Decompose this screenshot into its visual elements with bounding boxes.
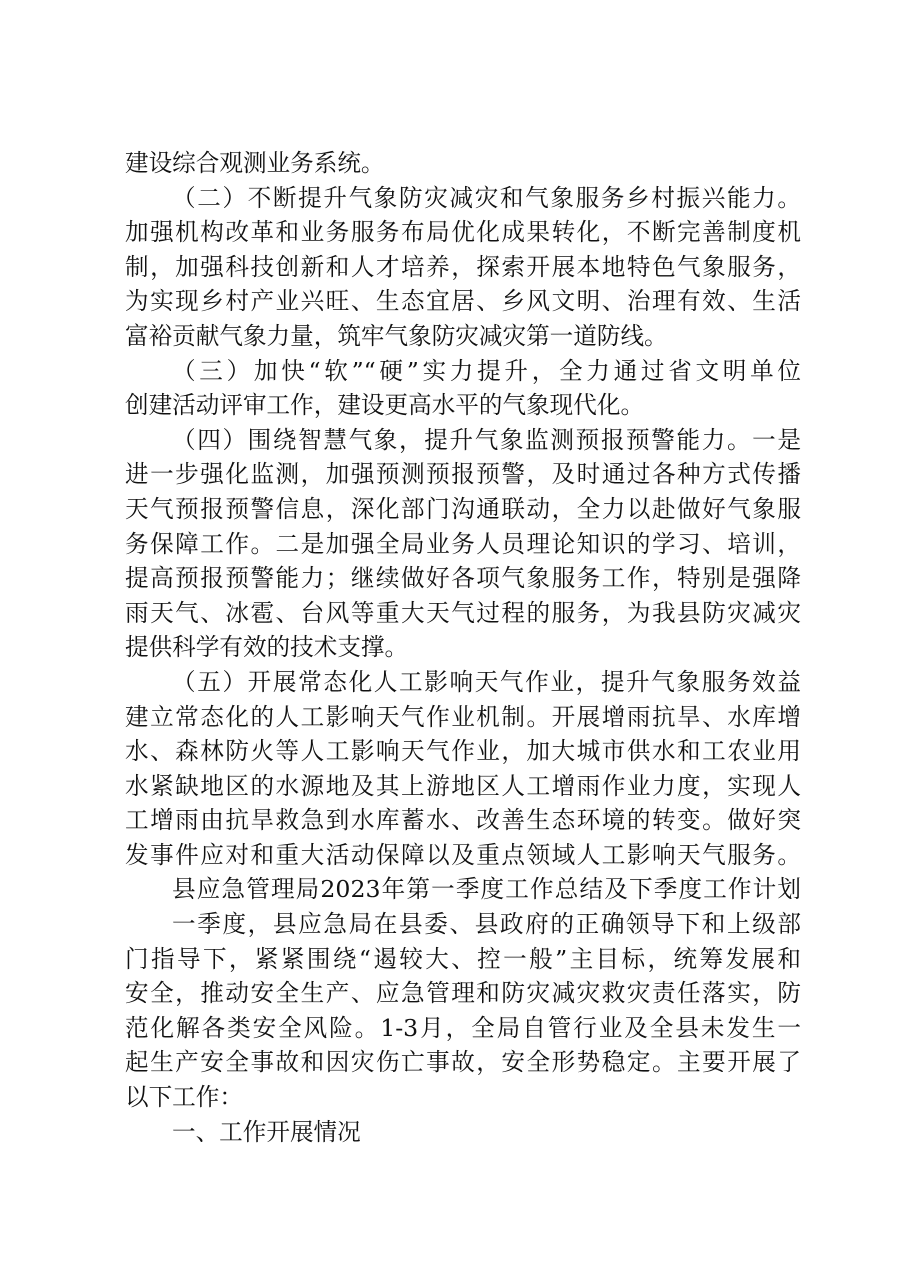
section-heading-line: （二）不断提升气象防灾减灾和气象服务乡村振兴能力。: [172, 183, 801, 212]
section-heading-line: （五）开展常态化人工影响天气作业，提升气象服务效益: [172, 667, 801, 696]
body-text-line: 提供科学有效的技术支撑。: [125, 633, 409, 662]
body-text-line: 建立常态化的人工影响天气作业机制。开展增雨抗旱、水库增: [125, 702, 801, 731]
body-text-line: 富裕贡献气象力量，筑牢气象防灾减灾第一道防线。: [125, 321, 668, 350]
section-heading-line: （三）加快“软”“硬”实力提升，全力通过省文明单位: [172, 356, 801, 385]
body-text-line: 进一步强化监测，加强预测预报预警，及时通过各种方式传播: [125, 460, 801, 489]
body-text-line: 务保障工作。二是加强全局业务人员理论知识的学习、培训，: [125, 529, 801, 558]
body-text-line: 工增雨由抗旱救急到水库蓄水、改善生态环境的转变。做好突: [125, 806, 801, 835]
body-text-line: 水、森林防火等人工影响天气作业，加大城市供水和工农业用: [125, 737, 801, 766]
body-text-line: 安全，推动安全生产、应急管理和防灾减灾救灾责任落实，防: [125, 979, 801, 1008]
body-text-line: 一季度，县应急局在县委、县政府的正确领导下和上级部: [172, 910, 801, 939]
body-text-line: 范化解各类安全风险。1-3月，全局自管行业及全县未发生一: [125, 1013, 801, 1042]
document-page: [125, 146, 801, 1149]
body-text-line: 提高预报预警能力；继续做好各项气象服务工作，特别是强降: [125, 564, 801, 593]
body-text-line: 制，加强科技创新和人才培养，探索开展本地特色气象服务，: [125, 252, 801, 281]
body-text-line: 门指导下，紧紧围绕“遏较大、控一般”主目标，统筹发展和: [125, 944, 801, 973]
body-text-line: 起生产安全事故和因灾伤亡事故，安全形势稳定。主要开展了: [125, 1048, 801, 1077]
body-text-line: 以下工作：: [125, 1083, 243, 1112]
section-heading-line: （四）围绕智慧气象，提升气象监测预报预警能力。一是: [172, 425, 801, 454]
body-text-line: 雨天气、冰雹、台风等重大天气过程的服务，为我县防灾减灾: [125, 598, 801, 627]
section-heading-line: 一、工作开展情况: [172, 1117, 361, 1146]
body-text-line: 建设综合观测业务系统。: [125, 149, 385, 177]
body-text-line: 为实现乡村产业兴旺、生态宜居、乡风文明、治理有效、生活: [125, 287, 801, 316]
body-text-line: 加强机构改革和业务服务布局优化成果转化，不断完善制度机: [125, 218, 801, 247]
body-text-line: 创建活动评审工作，建设更高水平的气象现代化。: [125, 391, 645, 420]
document-title-line: 县应急管理局2023年第一季度工作总结及下季度工作计划: [172, 875, 801, 904]
body-text-line: 天气预报预警信息，深化部门沟通联动，全力以赴做好气象服: [125, 494, 801, 523]
body-text-line: 水紧缺地区的水源地及其上游地区人工增雨作业力度，实现人: [125, 771, 801, 800]
body-text-line: 发事件应对和重大活动保障以及重点领域人工影响天气服务。: [125, 840, 801, 869]
